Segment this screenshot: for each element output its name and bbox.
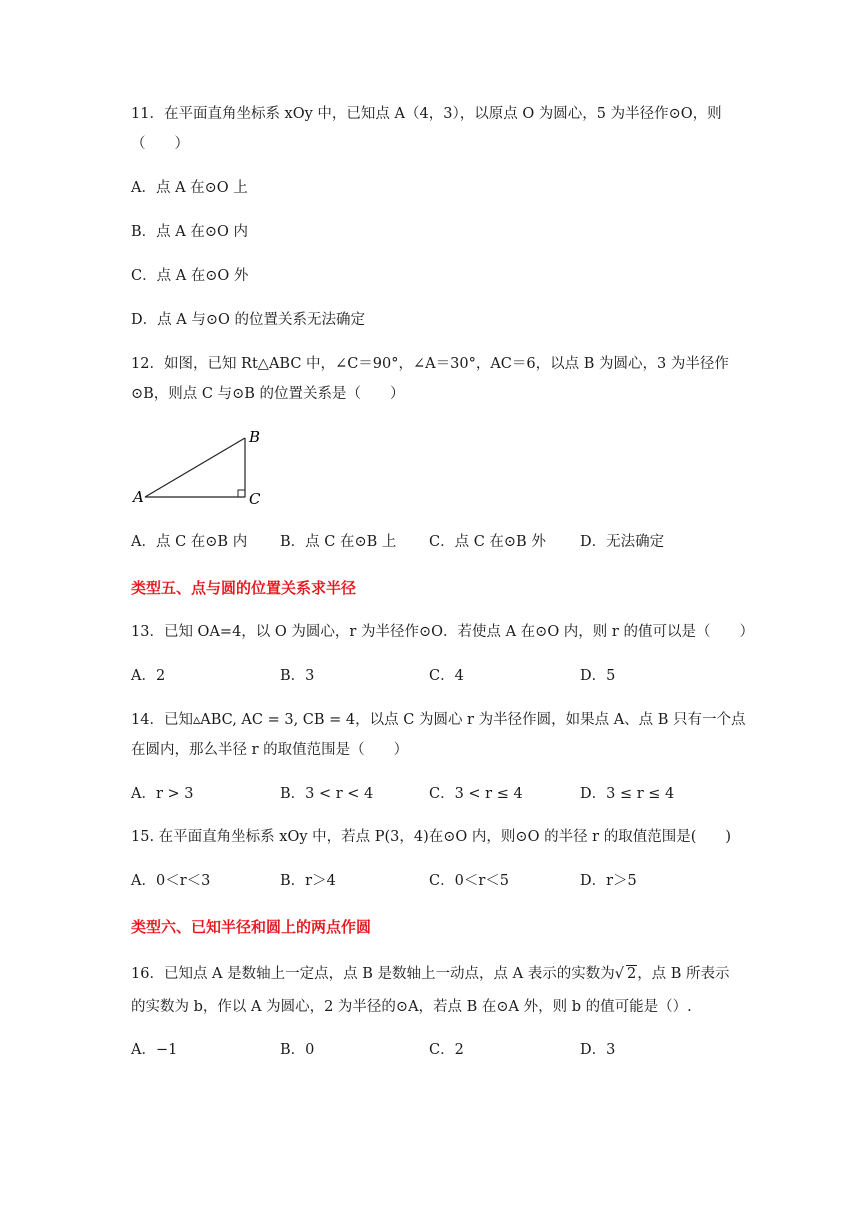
q16-option-b: B．0 <box>280 1042 315 1058</box>
section-heading-type6: 类型六、已知半径和圆上的两点作圆 <box>131 918 372 936</box>
q11-option-a: A．点 A 在⊙O 上 <box>131 180 248 196</box>
q13-option-d: D．5 <box>580 668 616 684</box>
q13-option-a: A．2 <box>131 668 166 684</box>
q16-stem-line1 <box>131 964 730 984</box>
q12-option-c: C．点 C 在⊙B 外 <box>429 534 546 550</box>
q11-stem-line2: （ ） <box>131 136 189 152</box>
q14-option-a: A．r > 3 <box>131 786 194 802</box>
q15-option-b: B．r＞4 <box>280 873 336 889</box>
q16-stem-line2: 的实数为 b，作以 A 为圆心，2 为半径的⊙A，若点 B 在⊙A 外，则 b 的值可能是（）. <box>131 999 692 1015</box>
q13-option-b: B．3 <box>280 668 315 684</box>
q13-stem-line1: 13．已知 OA=4，以 O 为圆心，r 为半径作⊙O．若使点 A 在⊙O 内，则 r 的值可以是（ ） <box>131 624 754 640</box>
q12-option-b: B．点 C 在⊙B 上 <box>280 534 397 550</box>
q12-stem-line1: 12．如图，已知 Rt△ABC 中，∠C＝90°，∠A＝30°，AC＝6，以点 B 为圆心，3 为半径作 <box>131 356 729 372</box>
right-angle-mark <box>238 490 245 497</box>
q16-option-a: A．−1 <box>131 1042 178 1058</box>
q12-option-d: D．无法确定 <box>580 534 665 550</box>
q15-option-a: A．0＜r＜3 <box>131 873 211 889</box>
q16-stem-part2: ，点 B 所表示 <box>637 966 730 982</box>
q15-stem-line1: 15. 在平面直角坐标系 xOy 中，若点 P(3，4)在⊙O 内，则⊙O 的半径 r 的取值范围是( ) <box>131 829 732 845</box>
vertex-a-label: A <box>133 488 144 506</box>
q14-option-d: D．3 ≤ r ≤ 4 <box>580 786 675 802</box>
sqrt-symbol: √ <box>614 966 624 982</box>
q12-option-a: A．点 C 在⊙B 内 <box>131 534 248 550</box>
q14-option-c: C．3 < r ≤ 4 <box>429 786 523 802</box>
q11-option-c: C．点 A 在⊙O 外 <box>131 268 249 284</box>
q12-stem-line2: ⊙B，则点 C 与⊙B 的位置关系是（ ） <box>131 386 405 402</box>
q11-option-b: B．点 A 在⊙O 内 <box>131 224 248 240</box>
q14-stem-line1: 14．已知▵ABC, AC = 3, CB = 4，以点 C 为圆心 r 为半径作圆，如果点 A、点 B 只有一个点 <box>131 712 746 728</box>
q14-stem-line2: 在圆内，那么半径 r 的取值范围是（ ） <box>131 742 409 758</box>
section-heading-type5: 类型五、点与圆的位置关系求半径 <box>131 579 357 597</box>
q16-stem-part1: 16．已知点 A 是数轴上一定点，点 B 是数轴上一动点，点 A 表示的实数为 <box>131 966 615 982</box>
q11-stem-line1: 11．在平面直角坐标系 xOy 中，已知点 A（4，3），以原点 O 为圆心，5 为半径作⊙O，则 <box>131 106 722 122</box>
vertex-b-label: B <box>249 428 261 446</box>
q16-option-d: D．3 <box>580 1042 616 1058</box>
q15-option-d: D．r＞5 <box>580 873 637 889</box>
q13-option-c: C．4 <box>429 668 464 684</box>
q14-option-b: B．3 < r < 4 <box>280 786 374 802</box>
q16-option-c: C．2 <box>429 1042 464 1058</box>
sqrt-radicand: 2 <box>626 966 637 982</box>
triangle-side-ab <box>145 438 245 497</box>
q11-option-d: D．点 A 与⊙O 的位置关系无法确定 <box>131 312 365 328</box>
q15-option-c: C．0＜r＜5 <box>429 873 509 889</box>
right-triangle-figure <box>131 424 271 508</box>
vertex-c-label: C <box>249 490 261 508</box>
